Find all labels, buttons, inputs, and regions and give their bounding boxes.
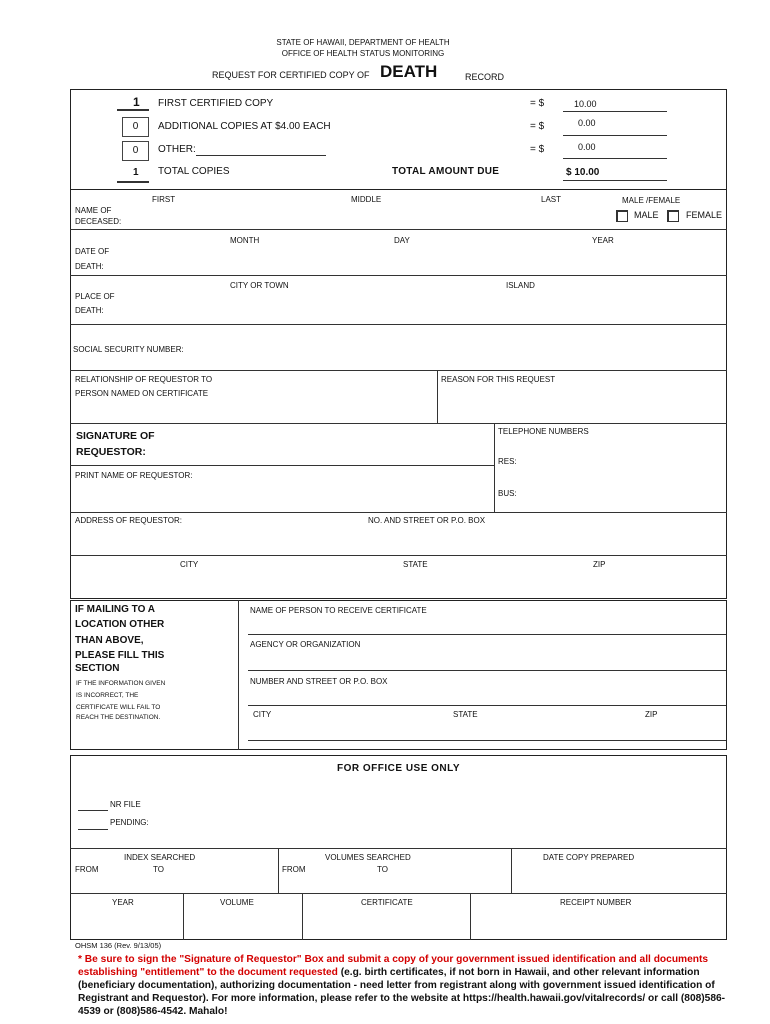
female-checkbox[interactable] xyxy=(667,210,679,222)
recipient-field[interactable] xyxy=(248,634,726,635)
mailing-zip-label: ZIP xyxy=(645,710,658,719)
res-label: RES: xyxy=(498,457,517,466)
record-type: DEATH xyxy=(380,62,438,81)
bus-label: BUS: xyxy=(498,489,517,498)
agency-label: AGENCY OR ORGANIZATION xyxy=(250,640,361,649)
additional-copies-amount: 0.00 xyxy=(578,118,596,128)
additional-copies-qty[interactable]: 0 xyxy=(122,117,149,137)
first-name-label: FIRST xyxy=(152,195,176,204)
relationship-label-2: PERSON NAMED ON CERTIFICATE xyxy=(75,389,209,398)
male-label: MALE xyxy=(634,210,659,220)
recipient-label: NAME OF PERSON TO RECEIVE CERTIFICATE xyxy=(250,606,427,615)
date-row-label-1: DATE OF xyxy=(75,247,110,256)
date-copy-label: DATE COPY PREPARED xyxy=(543,853,635,862)
name-row-label-2: DECEASED: xyxy=(75,217,122,226)
total-copies-qty: 1 xyxy=(133,167,139,178)
street-label: NO. AND STREET OR P.O. BOX xyxy=(368,516,486,525)
mailing-heading-5: SECTION xyxy=(75,663,120,674)
mailing-street-label: NUMBER AND STREET OR P.O. BOX xyxy=(250,677,388,686)
mailing-state-label: STATE xyxy=(453,710,478,719)
agency-line-2: OFFICE OF HEALTH STATUS MONITORING xyxy=(281,49,445,58)
male-checkbox[interactable] xyxy=(616,210,628,222)
footer-info: (e.g. birth certificates, if not born in Hawaii, and other relevant information (beneficiary documentation), authorizing documentation - need letter from registrant along with government issued identification of Registrant and Requestor). For more information, please refer to the website at https://health.hawaii.gov/vitalrecords/ or call (808)586-4539 or (808)586-4542. Mahalo! xyxy=(78,967,726,1017)
first-copy-amount: 10.00 xyxy=(574,99,597,109)
volumes-to-label: TO xyxy=(377,865,388,874)
reason-label: REASON FOR THIS REQUEST xyxy=(441,375,556,384)
mailing-note-3: CERTIFICATE WILL FAIL TO xyxy=(76,704,161,711)
address-city-label: CITY xyxy=(180,560,199,569)
island-label: ISLAND xyxy=(506,281,535,290)
office-use-heading: FOR OFFICE USE ONLY xyxy=(336,763,461,774)
telephone-label: TELEPHONE NUMBERS xyxy=(498,427,589,436)
signature-label-1: SIGNATURE OF xyxy=(76,430,155,442)
receipt-label: RECEIPT NUMBER xyxy=(560,898,632,907)
agency-field[interactable] xyxy=(248,670,726,671)
relationship-label-1: RELATIONSHIP OF REQUESTOR TO xyxy=(75,375,213,384)
print-name-label: PRINT NAME OF REQUESTOR: xyxy=(75,471,193,480)
volumes-from-label: FROM xyxy=(282,865,306,874)
middle-name-label: MIDDLE xyxy=(351,195,382,204)
day-label: DAY xyxy=(394,236,410,245)
certificate-label: CERTIFICATE xyxy=(361,898,413,907)
sex-label: MALE /FEMALE xyxy=(622,196,681,205)
date-row-label-2: DEATH: xyxy=(75,262,104,271)
month-label: MONTH xyxy=(230,236,260,245)
nr-file-label: NR FILE xyxy=(110,800,141,809)
year-office-label: YEAR xyxy=(112,898,134,907)
pending-label: PENDING: xyxy=(110,818,149,827)
other-field[interactable] xyxy=(196,155,326,156)
other-qty[interactable]: 0 xyxy=(122,141,149,161)
other-label: OTHER: xyxy=(158,144,196,155)
year-label: YEAR xyxy=(592,236,614,245)
request-prefix: REQUEST FOR CERTIFIED COPY OF xyxy=(212,70,370,80)
first-copy-qty: 1 xyxy=(133,95,140,109)
index-from-label: FROM xyxy=(75,865,99,874)
total-due-amount: $ 10.00 xyxy=(566,167,600,178)
ssn-label: SOCIAL SECURITY NUMBER: xyxy=(73,345,184,354)
mailing-heading-4: PLEASE FILL THIS xyxy=(75,650,165,661)
mailing-note-1: IF THE INFORMATION GIVEN xyxy=(76,680,166,687)
mailing-heading-3: THAN ABOVE, xyxy=(75,635,144,646)
agency-line-1: STATE OF HAWAII, DEPARTMENT OF HEALTH xyxy=(276,38,450,47)
address-state-label: STATE xyxy=(403,560,428,569)
other-eq: = $ xyxy=(530,144,545,155)
mailing-heading-1: IF MAILING TO A xyxy=(75,604,155,615)
address-label: ADDRESS OF REQUESTOR: xyxy=(75,516,182,525)
name-row-label-1: NAME OF xyxy=(75,206,112,215)
first-copy-eq: = $ xyxy=(530,98,545,109)
mailing-note-4: REACH THE DESTINATION. xyxy=(76,714,161,721)
mailing-section xyxy=(70,600,727,750)
volumes-searched-label: VOLUMES SEARCHED xyxy=(325,853,411,862)
form-number: OHSM 136 (Rev. 9/13/05) xyxy=(75,941,162,950)
footer-instructions xyxy=(78,953,730,1018)
signature-label-2: REQUESTOR: xyxy=(76,446,146,458)
mailing-heading-2: LOCATION OTHER xyxy=(75,619,165,630)
index-to-label: TO xyxy=(153,865,164,874)
mailing-note-2: IS INCORRECT, THE xyxy=(76,692,139,699)
total-copies-label: TOTAL COPIES xyxy=(158,166,230,177)
record-suffix: RECORD xyxy=(465,72,505,82)
first-copy-label: FIRST CERTIFIED COPY xyxy=(158,98,274,109)
mailing-city-label: CITY xyxy=(253,710,272,719)
mailing-csz-field[interactable] xyxy=(248,740,726,741)
volume-label: VOLUME xyxy=(220,898,254,907)
address-zip-label: ZIP xyxy=(593,560,606,569)
additional-copies-eq: = $ xyxy=(530,121,545,132)
footer-warning: * Be sure to sign the "Signature of Requestor" Box and submit a copy of your government issued identification and all documents establishing "entitlement" to the document requested xyxy=(78,954,709,978)
mailing-street-field[interactable] xyxy=(248,705,726,706)
city-town-label: CITY OR TOWN xyxy=(230,281,289,290)
female-label: FEMALE xyxy=(686,210,723,220)
total-due-label: TOTAL AMOUNT DUE xyxy=(392,166,500,177)
additional-copies-label: ADDITIONAL COPIES AT $4.00 EACH xyxy=(158,121,331,132)
place-row-label-2: DEATH: xyxy=(75,306,104,315)
place-row-label-1: PLACE OF xyxy=(75,292,115,301)
other-amount: 0.00 xyxy=(578,142,596,152)
index-searched-label: INDEX SEARCHED xyxy=(124,853,196,862)
last-name-label: LAST xyxy=(541,195,562,204)
